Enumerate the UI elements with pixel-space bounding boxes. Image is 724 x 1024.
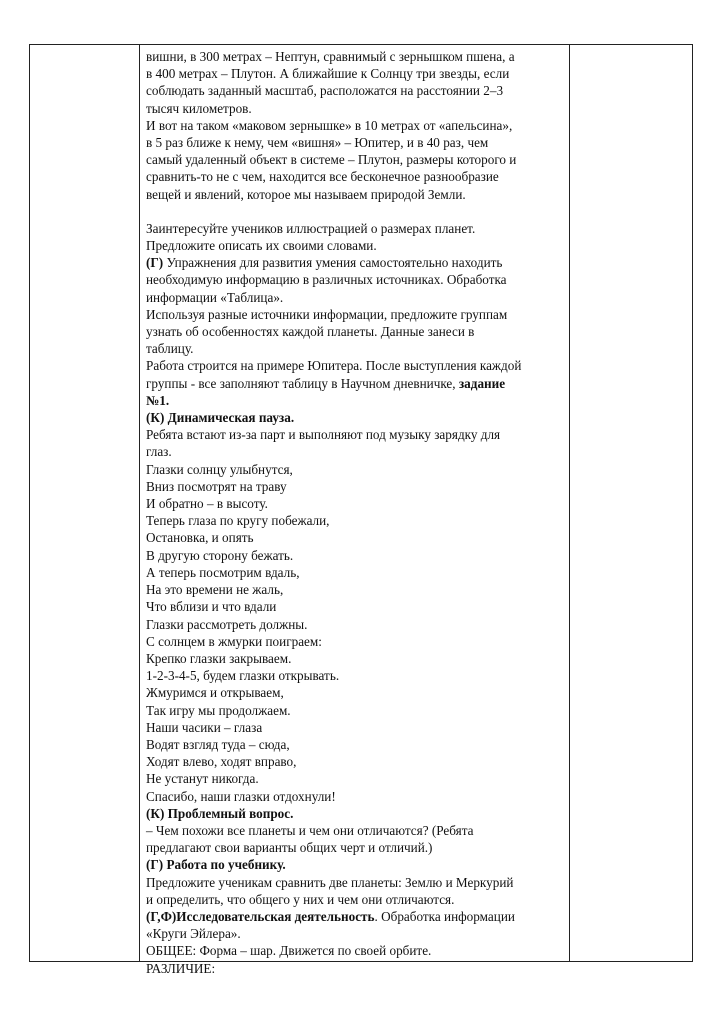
poem-line: Крепко глазки закрываем. (146, 650, 292, 666)
section-heading: (К) Проблемный вопрос. (146, 805, 294, 821)
text-line: предлагают свои варианты общих черт и отличий.) (146, 840, 433, 856)
poem-line: Жмуримся и открываем, (146, 685, 284, 701)
text-line: Предложите описать их своими словами. (146, 238, 377, 254)
text-line: Работа строится на примере Юпитера. После выступления каждой (146, 358, 522, 374)
text-line: группы - все заполняют таблицу в Научном дневничке, задание (146, 375, 506, 391)
poem-line: Не устанут никогда. (146, 771, 259, 787)
text-line: таблицу. (146, 341, 194, 357)
poem-line: На это времени не жаль, (146, 582, 284, 598)
text-line: Заинтересуйте учеников иллюстрацией о размерах планет. (146, 220, 476, 236)
text-line: вишни, в 300 метрах – Нептун, сравнимый с зернышком пшена, а (146, 49, 515, 64)
text-line: и определить, что общего у них и чем они отличаются. (146, 891, 455, 907)
poem-line: Глазки солнцу улыбнутся, (146, 461, 293, 477)
lesson-content-cell (146, 48, 564, 977)
section-heading: (К) Динамическая пауза. (146, 410, 295, 426)
text-line: в 400 метрах – Плутон. А ближайшие к Солнцу три звезды, если (146, 66, 510, 82)
text-line: №1. (146, 392, 170, 408)
poem-line: Спасибо, наши глазки отдохнули! (146, 788, 336, 804)
text-line: сравнить-то не с чем, находится все бесконечное разнообразие (146, 169, 499, 185)
poem-line: Вниз посмотрят на траву (146, 478, 287, 494)
text-line: Ребята встают из-за парт и выполняют под музыку зарядку для (146, 427, 501, 443)
poem-line: И обратно – в высоту. (146, 496, 268, 512)
text-line: соблюдать заданный масштаб, расположатся на расстоянии 2–3 (146, 83, 504, 99)
text-line: глаз. (146, 444, 172, 460)
text-line: информации «Таблица». (146, 289, 284, 305)
poem-line: Так игру мы продолжаем. (146, 702, 291, 718)
poem-line: Наши часики – глаза (146, 719, 263, 735)
poem-line: С солнцем в жмурки поиграем: (146, 633, 322, 649)
column-divider-left (139, 45, 140, 961)
poem-line: Глазки рассмотреть должны. (146, 616, 308, 632)
poem-line: Теперь глаза по кругу побежали, (146, 513, 330, 529)
lesson-table (29, 44, 693, 976)
text-line: тысяч километров. (146, 100, 252, 116)
text-line: Предложите ученикам сравнить две планеты: Землю и Меркурий (146, 874, 514, 890)
task-marker: (Г) (146, 255, 164, 271)
text-line: «Круги Эйлера». (146, 926, 241, 942)
text-line: в 5 раз ближе к нему, чем «вишня» – Юпитер, и в 40 раз, чем (146, 135, 489, 151)
text-line: ОБЩЕЕ: Форма – шар. Движется по своей орбите. (146, 943, 432, 959)
poem-line: 1-2-3-4-5, будем глазки открывать. (146, 668, 340, 684)
text-line: (Г) Упражнения для развития умения самостоятельно находить (146, 255, 503, 271)
section-heading: (Г) Работа по учебнику. (146, 857, 286, 873)
text-line: самый удаленный объект в системе – Плутон, размеры которого и (146, 152, 517, 168)
text-line: РАЗЛИЧИЕ: (146, 960, 216, 976)
text-line: вещей и явлений, которое мы называем природой Земли. (146, 186, 466, 202)
text-line: узнать об особенностях каждой планеты. Данные занеси в (146, 324, 475, 340)
poem-line: В другую сторону бежать. (146, 547, 294, 563)
text-line: – Чем похожи все планеты и чем они отличаются? (Ребята (146, 822, 474, 838)
poem-line: Остановка, и опять (146, 530, 254, 546)
poem-line: Водят взгляд туда – сюда, (146, 736, 290, 752)
text-line: Используя разные источники информации, предложите группам (146, 306, 508, 322)
section-heading: (Г,Ф)Исследовательская деятельность. Обработка информации (146, 908, 515, 924)
poem-line: Ходят влево, ходят вправо, (146, 754, 297, 770)
text-line: необходимую информацию в различных источниках. Обработка (146, 272, 507, 288)
text-line: И вот на таком «маковом зернышке» в 10 метрах от «апельсина», (146, 117, 513, 133)
task-reference: задание (458, 375, 506, 391)
poem-line: Что вблизи и что вдали (146, 599, 277, 615)
paragraph-gap (146, 203, 564, 220)
poem-line: А теперь посмотрим вдаль, (146, 564, 300, 580)
column-divider-right (569, 45, 570, 961)
